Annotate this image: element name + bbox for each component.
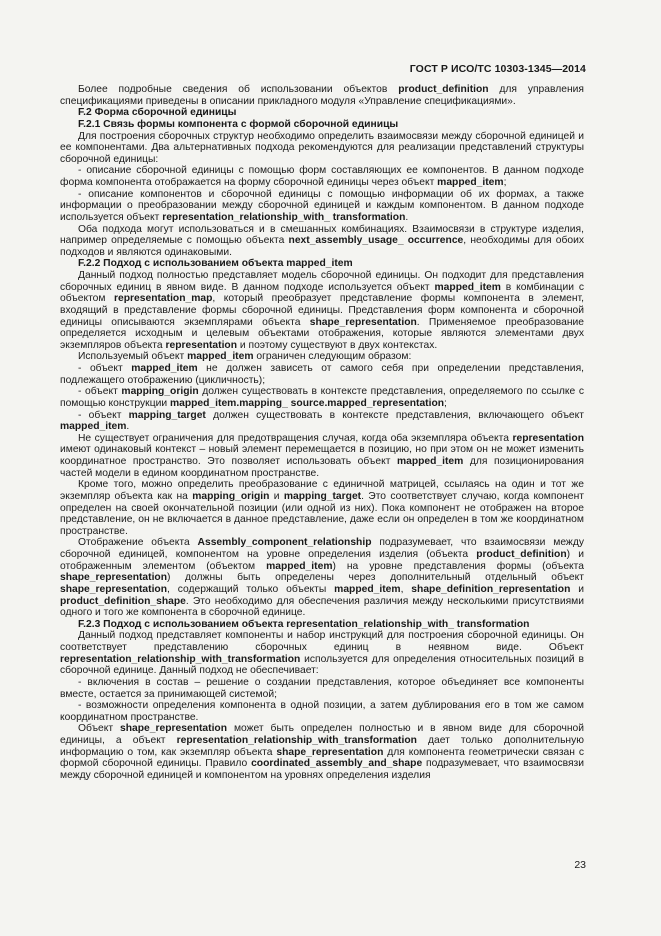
object-name: mapped_item <box>266 560 333 572</box>
paragraph: Данный подход представляет компоненты и набор инструкций для построения сборочной единицы. Он соответствует представлению сборочных единиц в неявном виде. Объект representation_relationship_with_transformation используется для определения относительных позиций в сборочной единице. Данный подход не обеспечивает: <box>60 630 584 677</box>
object-name: mapped_item.mapping_ source.mapped_representation <box>169 397 445 409</box>
section-heading: F.2.2 Подход с использованием объекта mapped_item <box>78 258 353 270</box>
paragraph: Не существует ограничения для предотвращения случая, когда оба экземпляра объекта representation имеют одинаковый контекст – новый элемент перемещается в позицию, но при этом он не может изменить координатное пространство. Это позволяет использовать объект mapped_item для позиционирования частей модели в едином координатном пространстве. <box>60 432 584 479</box>
object-name: mapped_item <box>60 421 127 433</box>
document-body <box>60 84 584 782</box>
object-name: shape_definition_representation <box>411 583 571 595</box>
list-item: - объект mapping_target должен существовать в контексте представления, включающего объект mapped_item. <box>60 409 584 433</box>
object-name: mapping_origin <box>192 490 270 502</box>
object-name: mapping_target <box>128 409 206 421</box>
list-item: - возможности определения компонента в одной позиции, а затем дублирования его в том же самом координатном пространстве. <box>60 700 584 723</box>
paragraph: Используемый объект mapped_item ограничен следующим образом: <box>78 351 412 363</box>
list-item: - объект mapped_item не должен зависеть от самого себя при определении представления, подлежащего отображению (цикличность); <box>60 363 584 386</box>
object-name: shape_representation <box>120 723 228 735</box>
list-item: - описание сборочной единицы с помощью форм составляющих ее компонентов. В данном подходе форма компонента отображается на форму сборочной единицы через объект mapped_item; <box>60 165 584 188</box>
object-name: representation_relationship_with_transformation <box>176 735 417 746</box>
page-number: 23 <box>574 859 586 871</box>
object-name: mapped_item <box>396 456 464 467</box>
object-name: representation_map <box>113 293 213 305</box>
section-heading: F.2.3 Подход с использованием объекта representation_relationship_with_ transformation <box>78 618 530 630</box>
object-name: product_definition <box>476 549 567 560</box>
section-heading: F.2 Форма сборочной единицы <box>78 107 237 119</box>
object-name: mapped_item <box>334 583 401 595</box>
object-name: mapped_item <box>434 281 501 293</box>
paragraph: Для построения сборочных структур необходимо определить взаимосвязи между сборочной единицей и ее компонентами. Два альтернативных подхода рекомендуются для реализации представлений структуры сборочной единицы: <box>60 130 584 165</box>
list-item: - описание компонентов и сборочной единицы с помощью информации об их формах, а также информации о преобразовании между сборочной единицей и каждым компонентом. В данном подходе используется объект representation_relationship_with_ transformation. <box>60 188 584 223</box>
object-name: shape_representation <box>276 746 384 758</box>
object-name: shape_representation <box>60 572 168 584</box>
object-name: representation <box>512 432 584 444</box>
object-name: product_definition <box>398 84 489 95</box>
section-heading: F.2.1 Связь формы компонента с формой сборочной единицы <box>78 118 399 130</box>
list-item: - включения в состав – решение о создании представления, которое объединяет все компоненты вместе, остается за принимающей системой; <box>60 676 584 700</box>
object-name: product_definition_shape <box>60 595 186 607</box>
object-name: mapping_target <box>283 490 362 502</box>
paragraph: Объект shape_representation может быть определен полностью и в явном виде для сборочной единицы, а объект representation_relationship_with_transformation дает только дополнительную информацию о том, как экземпляр объекта shape_representation для компонента геометрически связан с формой сборочной единицы. Правило coordinated_assembly_and_shape подразумевает, что взаимосвязи между сборочной единицей и компонентом на уровнях определения изделия <box>60 723 584 781</box>
object-name: coordinated_assembly_and_shape <box>251 758 423 770</box>
paragraph: Отображение объекта Assembly_component_relationship подразумевает, что взаимосвязи между сборочной единицей, компонентом на уровне определения изделия (объекта product_definition) и отображенным элементом (объектом mapped_item) на уровне представления формы (объекта shape_representation) должны быть определены через дополнительный отдельный объект shape_representation, содержащий только объекты mapped_item, shape_definition_representation и product_definition_shape. Это необходимо для обеспечения различия между несколькими присутствиями одного и того же компонента в сборочной единице. <box>60 537 584 619</box>
object-name: mapped_item <box>437 177 504 188</box>
object-name: mapped_item <box>187 351 254 363</box>
paragraph: Оба подхода могут использоваться и в смешанных комбинациях. Взаимосвязи в структуре изделия, например определяемые с помощью объекта next_assembly_usage_ occurrence, необходимы для обоих подходов и являются одинаковыми. <box>60 223 584 258</box>
list-item: - объект mapping_origin должен существовать в контексте представления, определяемого по ссылке с помощью конструкции mapped_item.mapping_ source.mapped_representation; <box>60 386 584 409</box>
standard-header: ГОСТ Р ИСО/ТС 10303-1345—2014 <box>409 63 586 75</box>
object-name: next_assembly_usage_ occurrence <box>288 235 464 247</box>
paragraph: Данный подход полностью представляет модель сборочной единицы. Он подходит для представления сборочных единиц в явном виде. В данном подходе используется объект mapped_item в комбинации с объектом representation_map, который преобразует представление формы компонента в элемент, входящий в представление формы сборочной единицы. Представления форм компонента и сборочной единицы описываются экземплярами объекта shape_representation. Применяемое преобразование определяется исходным и целевым объектами отображения, которые являются элементами двух экземпляров объекта representation и поэтому существуют в двух контекстах. <box>60 270 584 351</box>
paragraph: Более подробные сведения об использовании объектов product_definition для управления спецификациями приведены в описании прикладного модуля «Управление спецификациями». <box>60 84 584 107</box>
object-name: mapped_item <box>131 363 198 374</box>
object-name: Assembly_component_relationship <box>197 537 372 549</box>
object-name: mapping_origin <box>121 386 199 398</box>
object-name: shape_representation <box>309 316 417 328</box>
object-name: representation <box>165 339 238 351</box>
object-name: shape_representation <box>60 583 168 595</box>
paragraph: Кроме того, можно определить преобразование с единичной матрицей, ссылаясь на один и тот же экземпляр объекта как на mapping_origin и mapping_target. Это соответствует случаю, когда компонент определен на своей окончательной позиции (или одной из них). Пока компонент не отображен на второе представление, он не включается в данное представление, даже если он определен в том же координатном пространстве. <box>60 479 584 537</box>
object-name: representation_relationship_with_transformation <box>60 653 301 665</box>
object-name: representation_relationship_with_ transformation <box>162 211 406 223</box>
